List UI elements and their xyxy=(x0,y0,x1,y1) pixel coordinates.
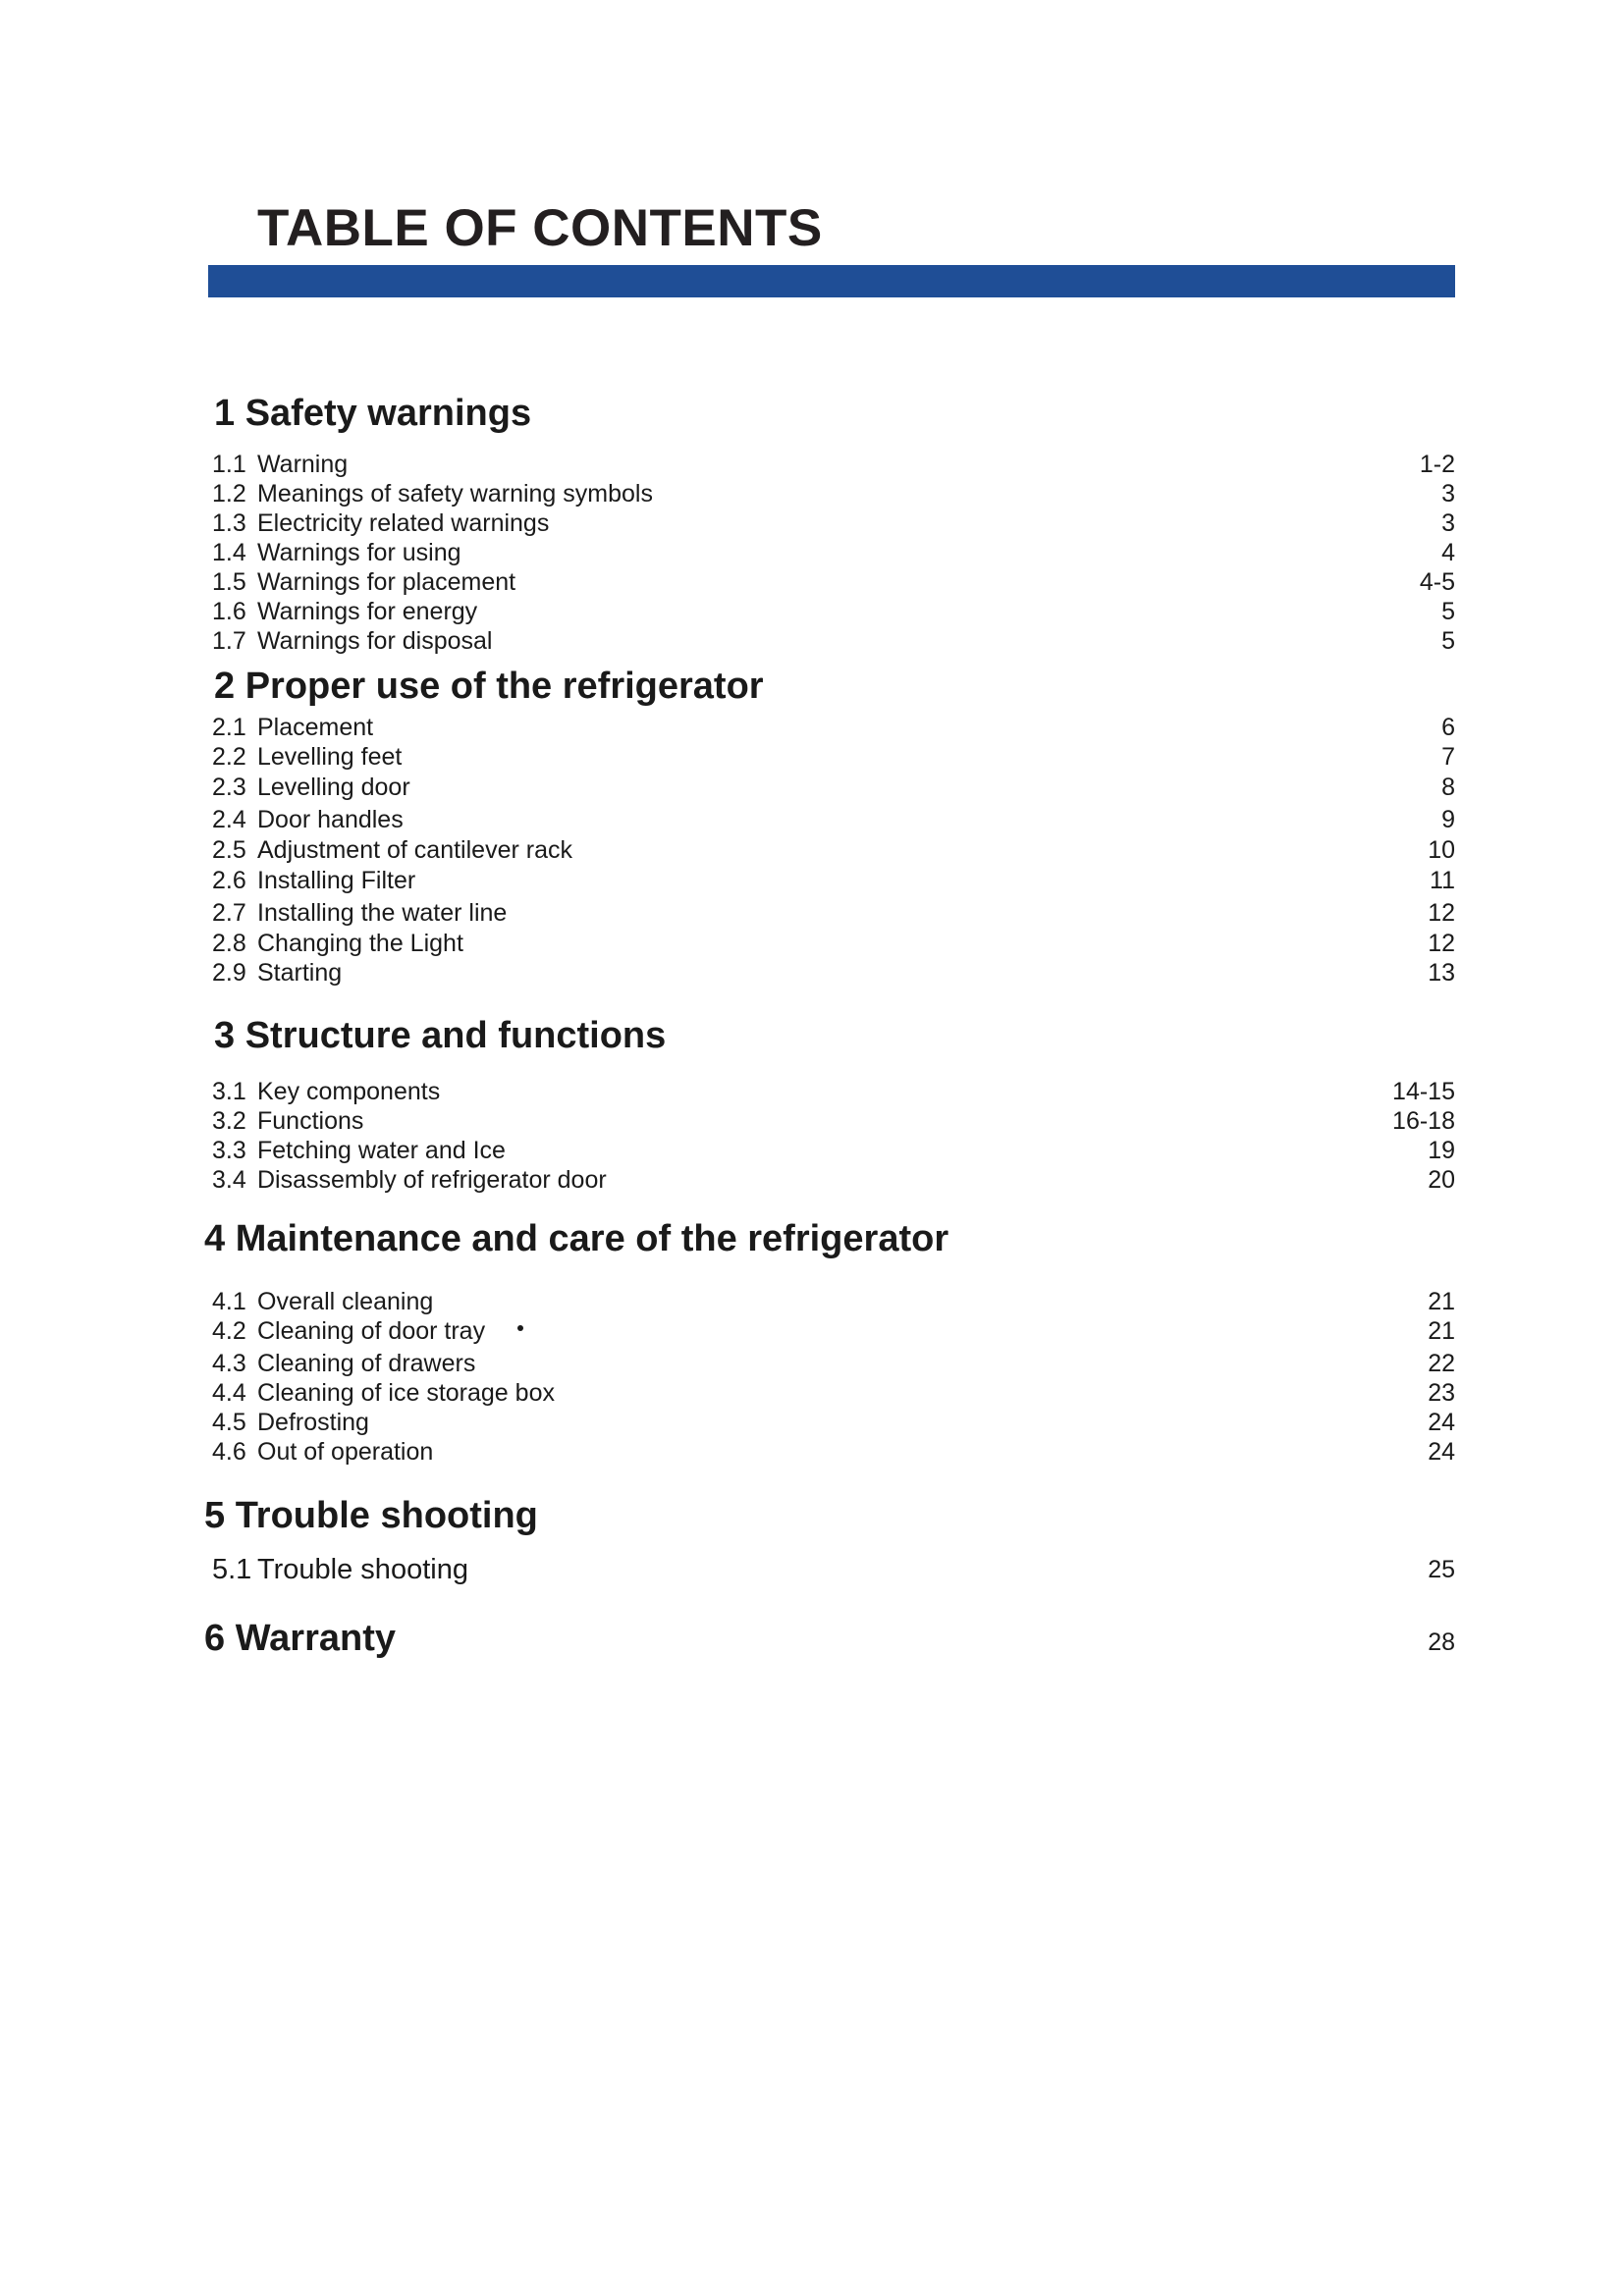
section-heading: 2 Proper use of the refrigerator xyxy=(214,666,764,707)
entry-number: 1.3 xyxy=(212,509,246,537)
section-heading: 5 Trouble shooting xyxy=(204,1495,538,1536)
entry-number: 1.6 xyxy=(212,598,246,625)
entry-page-number: 22 xyxy=(1428,1350,1455,1377)
entry-label: Cleaning of drawers xyxy=(257,1350,476,1377)
entry-label: Warnings for disposal xyxy=(257,627,493,655)
toc-entry xyxy=(212,1316,1455,1346)
entry-page-number: 10 xyxy=(1428,836,1455,864)
section-heading: 6 Warranty xyxy=(204,1618,396,1659)
entry-label: Levelling door xyxy=(257,774,410,801)
entry-number: 1.4 xyxy=(212,539,246,566)
toc-entry xyxy=(212,1349,1455,1378)
toc-entry xyxy=(212,479,1455,508)
toc-entry xyxy=(212,567,1455,597)
entry-label: Warnings for placement xyxy=(257,568,516,596)
entry-label: Warnings for energy xyxy=(257,598,478,625)
section-heading: 3 Structure and functions xyxy=(214,1015,667,1056)
entry-number: 4.5 xyxy=(212,1409,246,1436)
entry-number: 2.1 xyxy=(212,714,246,741)
entry-page-number: 4 xyxy=(1441,539,1455,566)
toc-entry xyxy=(212,450,1455,479)
entry-page-number: 25 xyxy=(1428,1556,1455,1583)
entry-page-number: 11 xyxy=(1430,867,1455,894)
entry-number: 2.8 xyxy=(212,930,246,957)
page-title: TABLE OF CONTENTS xyxy=(257,199,823,257)
toc-entry xyxy=(212,1165,1455,1195)
toc-entry xyxy=(212,626,1455,656)
toc-entry xyxy=(212,742,1455,772)
entry-page-number: 9 xyxy=(1441,806,1455,833)
section-heading: 4 Maintenance and care of the refrigerator xyxy=(204,1218,949,1259)
entry-label: Installing Filter xyxy=(257,867,416,894)
entry-page-number: 1-2 xyxy=(1419,451,1455,478)
entry-label: Electricity related warnings xyxy=(257,509,550,537)
entry-page-number: 19 xyxy=(1428,1137,1455,1164)
bullet-mark xyxy=(517,1325,523,1331)
entry-label: Cleaning of ice storage box xyxy=(257,1379,555,1407)
entry-label: Disassembly of refrigerator door xyxy=(257,1166,607,1194)
section-heading: 1 Safety warnings xyxy=(214,393,532,434)
entry-number: 1.1 xyxy=(212,451,246,478)
entry-number: 4.1 xyxy=(212,1288,246,1315)
entry-page-number: 5 xyxy=(1441,627,1455,655)
toc-entry xyxy=(212,1437,1455,1467)
toc-entry xyxy=(212,1553,1455,1586)
entry-number: 3.3 xyxy=(212,1137,246,1164)
entry-page-number: 5 xyxy=(1441,598,1455,625)
entry-number: 4.4 xyxy=(212,1379,246,1407)
entry-page-number: 21 xyxy=(1428,1317,1455,1345)
entry-label: Levelling feet xyxy=(257,743,403,771)
entry-label: Door handles xyxy=(257,806,404,833)
toc-entry xyxy=(212,713,1455,742)
entry-page-number: 3 xyxy=(1441,480,1455,507)
entry-number: 2.3 xyxy=(212,774,246,801)
toc-entry xyxy=(212,929,1455,958)
entry-label: Fetching water and Ice xyxy=(257,1137,506,1164)
entry-label: Key components xyxy=(257,1078,441,1105)
toc-entry xyxy=(212,773,1455,802)
toc-entry xyxy=(212,1378,1455,1408)
toc-entry xyxy=(212,1287,1455,1316)
entry-number: 1.2 xyxy=(212,480,246,507)
entry-label: Cleaning of door tray xyxy=(257,1317,486,1345)
entry-page-number: 14-15 xyxy=(1392,1078,1455,1105)
entry-page-number: 6 xyxy=(1441,714,1455,741)
entry-number: 2.5 xyxy=(212,836,246,864)
entry-label: Functions xyxy=(257,1107,364,1135)
entry-label: Installing the water line xyxy=(257,899,508,927)
entry-number: 3.1 xyxy=(212,1078,246,1105)
entry-label: Trouble shooting xyxy=(257,1554,468,1585)
entry-number: 4.6 xyxy=(212,1438,246,1466)
entry-label: Warning xyxy=(257,451,349,478)
toc-entry xyxy=(212,866,1455,895)
entry-page-number: 23 xyxy=(1428,1379,1455,1407)
entry-number: 2.6 xyxy=(212,867,246,894)
toc-entry xyxy=(212,835,1455,865)
entry-label: Adjustment of cantilever rack xyxy=(257,836,572,864)
title-underline-bar xyxy=(208,265,1455,297)
entry-number: 4.2 xyxy=(212,1317,246,1345)
entry-number: 2.7 xyxy=(212,899,246,927)
entry-page-number: 4-5 xyxy=(1419,568,1455,596)
entry-page-number: 20 xyxy=(1428,1166,1455,1194)
entry-number: 2.2 xyxy=(212,743,246,771)
toc-entry xyxy=(212,1408,1455,1437)
entry-page-number: 8 xyxy=(1441,774,1455,801)
entry-label: Starting xyxy=(257,959,343,987)
entry-page-number: 24 xyxy=(1428,1409,1455,1436)
entry-page-number: 12 xyxy=(1428,899,1455,927)
toc-entry xyxy=(212,1106,1455,1136)
entry-number: 4.3 xyxy=(212,1350,246,1377)
entry-page-number: 21 xyxy=(1428,1288,1455,1315)
entry-page-number: 24 xyxy=(1428,1438,1455,1466)
entry-number: 3.2 xyxy=(212,1107,246,1135)
entry-number: 2.4 xyxy=(212,806,246,833)
entry-number: 2.9 xyxy=(212,959,246,987)
toc-entry xyxy=(212,958,1455,988)
entry-page-number: 16-18 xyxy=(1392,1107,1455,1135)
toc-entry xyxy=(212,1136,1455,1165)
toc-entry xyxy=(212,1077,1455,1106)
entry-label: Warnings for using xyxy=(257,539,461,566)
entry-page-number: 7 xyxy=(1441,743,1455,771)
toc-entry xyxy=(212,538,1455,567)
entry-page-number: 12 xyxy=(1428,930,1455,957)
toc-entry xyxy=(212,597,1455,626)
entry-page-number: 13 xyxy=(1428,959,1455,987)
toc-entry xyxy=(212,508,1455,538)
section-page-number: 28 xyxy=(1428,1629,1455,1656)
toc-entry xyxy=(212,805,1455,834)
entry-label: Overall cleaning xyxy=(257,1288,434,1315)
entry-number: 5.1 xyxy=(212,1554,252,1585)
entry-label: Placement xyxy=(257,714,374,741)
entry-label: Changing the Light xyxy=(257,930,463,957)
toc-entry xyxy=(212,898,1455,928)
entry-label: Out of operation xyxy=(257,1438,434,1466)
entry-page-number: 3 xyxy=(1441,509,1455,537)
entry-label: Meanings of safety warning symbols xyxy=(257,480,653,507)
entry-label: Defrosting xyxy=(257,1409,369,1436)
entry-number: 3.4 xyxy=(212,1166,246,1194)
entry-number: 1.7 xyxy=(212,627,246,655)
entry-number: 1.5 xyxy=(212,568,246,596)
